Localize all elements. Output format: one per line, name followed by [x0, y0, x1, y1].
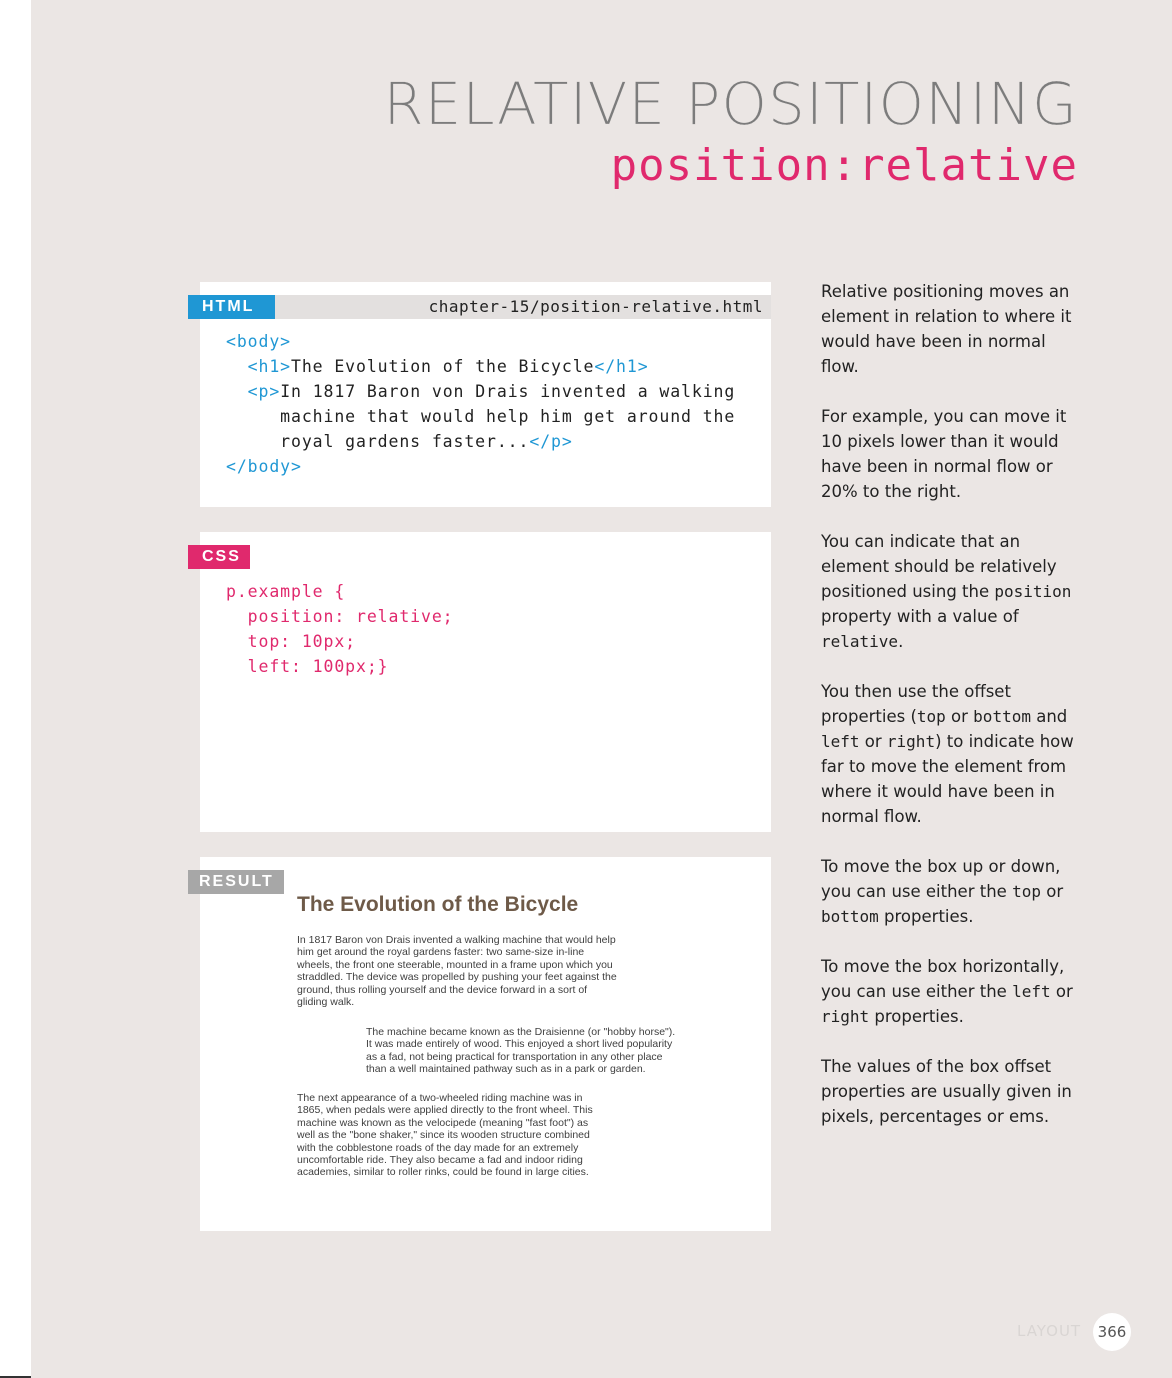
page-number: 366 — [1093, 1313, 1131, 1351]
result-label: RESULT — [188, 870, 284, 894]
inline-code: bottom — [821, 907, 879, 926]
code-text: In 1817 Baron von Drais invented a walking — [280, 382, 736, 401]
inline-code: right — [821, 1007, 870, 1026]
text-run: or — [1050, 982, 1073, 1001]
inline-code: left — [821, 732, 860, 751]
page-title: RELATIVE POSITIONING — [383, 70, 1078, 138]
css-code-panel — [200, 532, 771, 832]
css-line: p.example { — [226, 582, 346, 601]
result-paragraph-offset: The machine became known as the Draisienne (or "hobby horse"). It was made entirely of wood. This enjoyed a short lived popularity as a fad, not being practical for transportation in any other place than a well maintained pathway such as in a park or garden. — [366, 1026, 676, 1076]
text-run: property with a value of — [821, 607, 1019, 626]
html-label: HTML — [188, 295, 275, 319]
text-run: or — [1040, 882, 1064, 901]
inline-code: right — [886, 732, 936, 751]
code-tag: </body> — [226, 457, 302, 476]
css-code-block — [226, 579, 454, 679]
explanation-paragraph: For example, you can move it 10 pixels lower than it would have been in normal flow or 20% to the right. — [821, 407, 1067, 501]
inline-code: relative — [821, 632, 899, 651]
css-line: top: 10px; — [226, 632, 357, 651]
css-line: left: 100px;} — [226, 657, 389, 676]
explanation-paragraph: The values of the box offset properties are usually given in pixels, percentages or ems. — [821, 1057, 1072, 1126]
text-run: properties. — [869, 1007, 964, 1026]
inline-code: top — [916, 707, 946, 726]
text-run: . — [898, 632, 904, 651]
html-code-block — [226, 329, 735, 479]
section-label: LAYOUT — [1017, 1322, 1082, 1340]
text-run: You then use the offset properties ( — [821, 682, 1011, 726]
code-text: royal gardens faster... — [280, 432, 530, 451]
text-run: To move the box horizontally, you can use either the — [821, 957, 1065, 1001]
inline-code: left — [1012, 982, 1051, 1001]
explanation-paragraph — [821, 854, 1083, 929]
text-run: or — [859, 732, 887, 751]
inline-code: top — [1012, 882, 1041, 901]
text-run: properties. — [878, 907, 974, 926]
code-tag: <body> — [226, 332, 292, 351]
text-run: ) to indicate how far to move the element from where it would have been in normal flow. — [821, 732, 1074, 826]
filename-bar — [275, 295, 771, 319]
text-run: You can indicate that an element should be relatively positioned using the — [821, 532, 1057, 601]
code-filename: chapter-15/position-relative.html — [428, 297, 763, 316]
code-tag: <h1> — [247, 357, 292, 376]
result-paragraph: The next appearance of a two-wheeled riding machine was in 1865, when pedals were applied directly to the front wheel. This machine was known as the velocipede (meaning "fast foot") as well as the "bone shaker," since its wooden structure combined with the cobblestone roads of the day made for an extremely uncomfortable ride. They also became a fad and indoor riding academies, similar to roller rinks, could be found in large cities. — [297, 1092, 593, 1179]
code-tag: </p> — [529, 432, 573, 451]
code-tag: </h1> — [594, 357, 649, 376]
text-run: and — [1030, 707, 1068, 726]
css-line: position: relative; — [226, 607, 454, 626]
code-text: machine that would help him get around the — [280, 407, 736, 426]
result-paragraph: In 1817 Baron von Drais invented a walking machine that would help him get around the royal gardens faster: two same-size in-line wheels, the front one steerable, mounted in a frame upon which you straddled. The device was propelled by pushing your feet against the ground, thus rolling yourself and the device forward in a sort of gliding walk. — [297, 934, 617, 1009]
result-heading: The Evolution of the Bicycle — [297, 893, 579, 916]
code-text: The Evolution of the Bicycle — [291, 357, 595, 376]
css-label: CSS — [188, 545, 250, 569]
explanation-paragraph — [821, 529, 1083, 654]
explanation-paragraph — [821, 679, 1083, 829]
explanation-paragraph — [821, 954, 1083, 1029]
explanation-text — [821, 279, 1083, 1154]
inline-code: position — [994, 582, 1072, 601]
code-tag: <p> — [247, 382, 281, 401]
text-run: or — [945, 707, 974, 726]
text-run: To move the box up or down, you can use either the — [821, 857, 1061, 901]
page-subtitle: position:relative — [610, 140, 1078, 191]
inline-code: bottom — [973, 707, 1031, 726]
explanation-paragraph: Relative positioning moves an element in relation to where it would have been in normal flow. — [821, 282, 1072, 376]
